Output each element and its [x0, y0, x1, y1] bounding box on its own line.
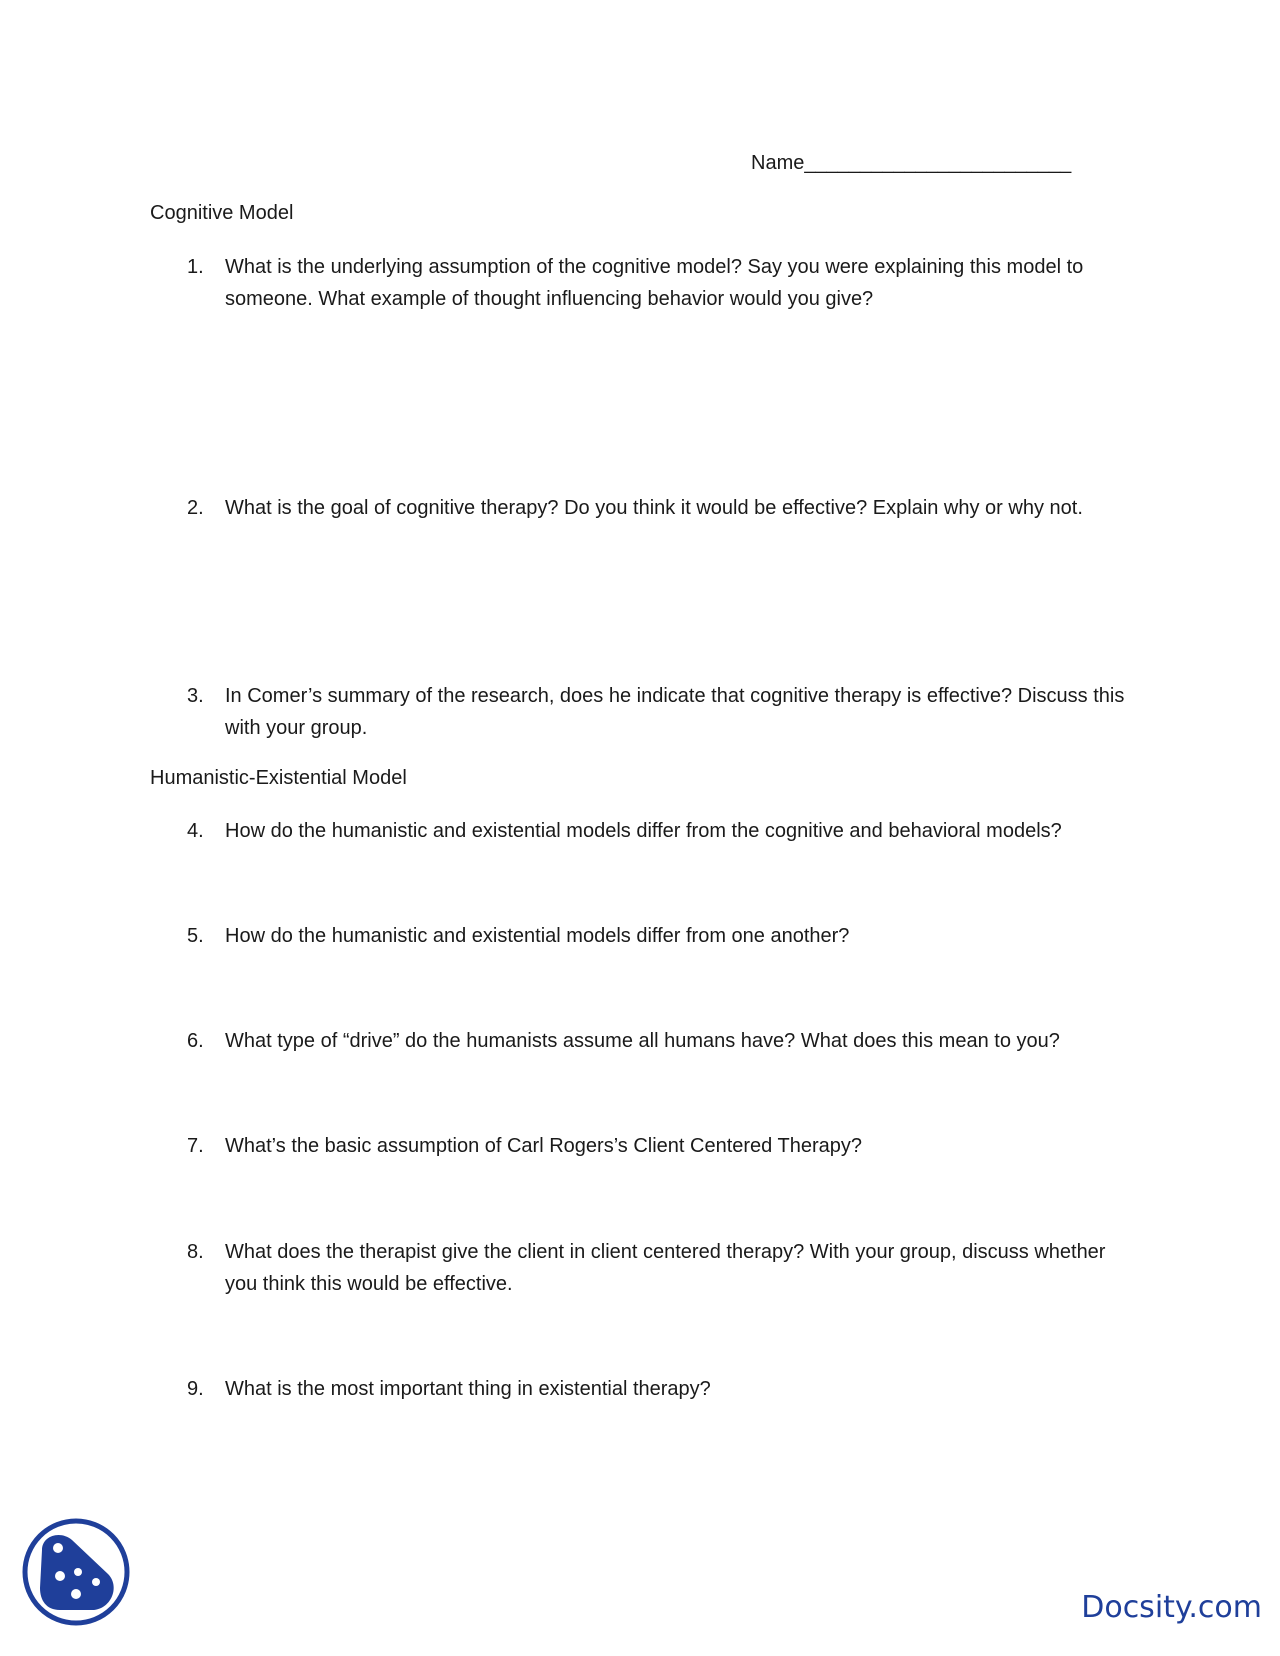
docsity-brand-text[interactable]: Docsity.com	[1081, 1590, 1262, 1625]
question-number: 3.	[187, 685, 204, 707]
question-number: 1.	[187, 256, 204, 278]
question-number: 6.	[187, 1030, 204, 1052]
section-heading-cognitive-model: Cognitive Model	[150, 202, 294, 224]
question-8	[187, 1236, 1127, 1300]
question-number: 8.	[187, 1241, 204, 1263]
question-text: What is the underlying assumption of the cognitive model? Say you were explaining this model to someone. What example of thought influencing behavior would you give?	[225, 256, 1084, 310]
question-text: How do the humanistic and existential models differ from the cognitive and behavioral models?	[225, 820, 1062, 842]
question-text: What is the goal of cognitive therapy? Do you think it would be effective? Explain why or why not.	[225, 497, 1083, 519]
question-4	[187, 815, 1127, 847]
question-text: What is the most important thing in existential therapy?	[225, 1378, 711, 1400]
question-2	[187, 492, 1127, 524]
question-number: 7.	[187, 1135, 204, 1157]
question-number: 9.	[187, 1378, 204, 1400]
question-text: In Comer’s summary of the research, does he indicate that cognitive therapy is effective? Discuss this with your group.	[225, 685, 1125, 739]
docsity-logo-icon	[20, 1516, 132, 1628]
question-text: What does the therapist give the client in client centered therapy? With your group, discuss whether you think this would be effective.	[225, 1241, 1106, 1295]
question-number: 4.	[187, 820, 204, 842]
question-text: What type of “drive” do the humanists assume all humans have? What does this mean to you?	[225, 1030, 1060, 1052]
question-9	[187, 1373, 1127, 1405]
question-5	[187, 920, 1127, 952]
name-field-line: Name________________________	[751, 152, 1072, 174]
question-number: 5.	[187, 925, 204, 947]
question-text: What’s the basic assumption of Carl Rogers’s Client Centered Therapy?	[225, 1135, 862, 1157]
question-number: 2.	[187, 497, 204, 519]
question-3	[187, 680, 1127, 744]
question-6	[187, 1025, 1127, 1057]
question-1	[187, 251, 1127, 315]
section-heading-humanistic-existential-model: Humanistic-Existential Model	[150, 767, 407, 789]
question-text: How do the humanistic and existential models differ from one another?	[225, 925, 850, 947]
question-7	[187, 1130, 1127, 1162]
